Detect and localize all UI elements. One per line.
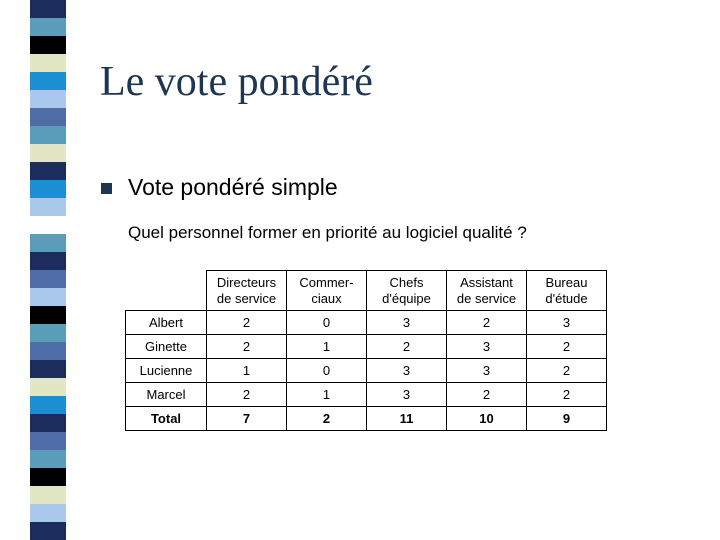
table-cell: 2 [207,335,287,359]
total-cell: 9 [527,407,607,431]
stripe-band [30,288,66,306]
decorative-stripe-bar [30,0,66,540]
stripe-band [30,360,66,378]
table-header-row [126,271,607,311]
table-cell: 2 [527,335,607,359]
table-cell: 3 [527,311,607,335]
stripe-band [30,180,66,198]
stripe-band [30,36,66,54]
table-row [126,383,607,407]
row-label: Ginette [126,335,207,359]
table-cell: 2 [527,383,607,407]
table-cell: 1 [287,335,367,359]
stripe-band [30,522,66,540]
stripe-band [30,252,66,270]
column-header: Commer- ciaux [287,271,367,311]
table-cell: 3 [367,383,447,407]
row-label: Lucienne [126,359,207,383]
table-cell: 0 [287,359,367,383]
total-cell: 2 [287,407,367,431]
question-text: Quel personnel former en priorité au logiciel qualité ? [128,223,527,242]
stripe-band [30,108,66,126]
stripe-band [30,90,66,108]
stripe-band [30,54,66,72]
table-cell: 2 [367,335,447,359]
table-cell: 2 [207,311,287,335]
stripe-band [30,126,66,144]
stripe-band [30,216,66,234]
stripe-band [30,378,66,396]
stripe-band [30,18,66,36]
stripe-band [30,432,66,450]
stripe-band [30,144,66,162]
column-header: Chefs d'équipe [367,271,447,311]
total-cell: 7 [207,407,287,431]
stripe-band [30,414,66,432]
stripe-band [30,324,66,342]
total-cell: 10 [447,407,527,431]
stripe-band [30,234,66,252]
slide-title: Le vote pondéré [100,59,373,105]
table-cell: 1 [207,359,287,383]
table-row [126,359,607,383]
weighted-vote-table [125,270,607,431]
row-label: Total [126,407,207,431]
square-bullet-icon [101,183,112,194]
row-label: Albert [126,311,207,335]
table-row [126,335,607,359]
stripe-band [30,0,66,18]
stripe-band [30,396,66,414]
column-header: Directeurs de service [207,271,287,311]
table-cell: 2 [447,311,527,335]
table-cell: 3 [367,359,447,383]
table-cell: 2 [447,383,527,407]
stripe-band [30,72,66,90]
stripe-band [30,342,66,360]
row-label: Marcel [126,383,207,407]
stripe-band [30,504,66,522]
bullet-heading: Vote pondéré simple [128,174,338,200]
table-cell: 3 [447,335,527,359]
table-cell: 2 [527,359,607,383]
total-cell: 11 [367,407,447,431]
table-cell: 0 [287,311,367,335]
stripe-band [30,450,66,468]
stripe-band [30,306,66,324]
table-cell: 3 [447,359,527,383]
table-row [126,311,607,335]
table-total-row [126,407,607,431]
stripe-band [30,162,66,180]
table-cell: 3 [367,311,447,335]
table-cell: 2 [207,383,287,407]
stripe-band [30,486,66,504]
table-cell: 1 [287,383,367,407]
column-header: Bureau d'étude [527,271,607,311]
stripe-band [30,468,66,486]
stripe-band [30,270,66,288]
stripe-band [30,198,66,216]
column-header: Assistant de service [447,271,527,311]
table-corner-cell [126,271,207,311]
